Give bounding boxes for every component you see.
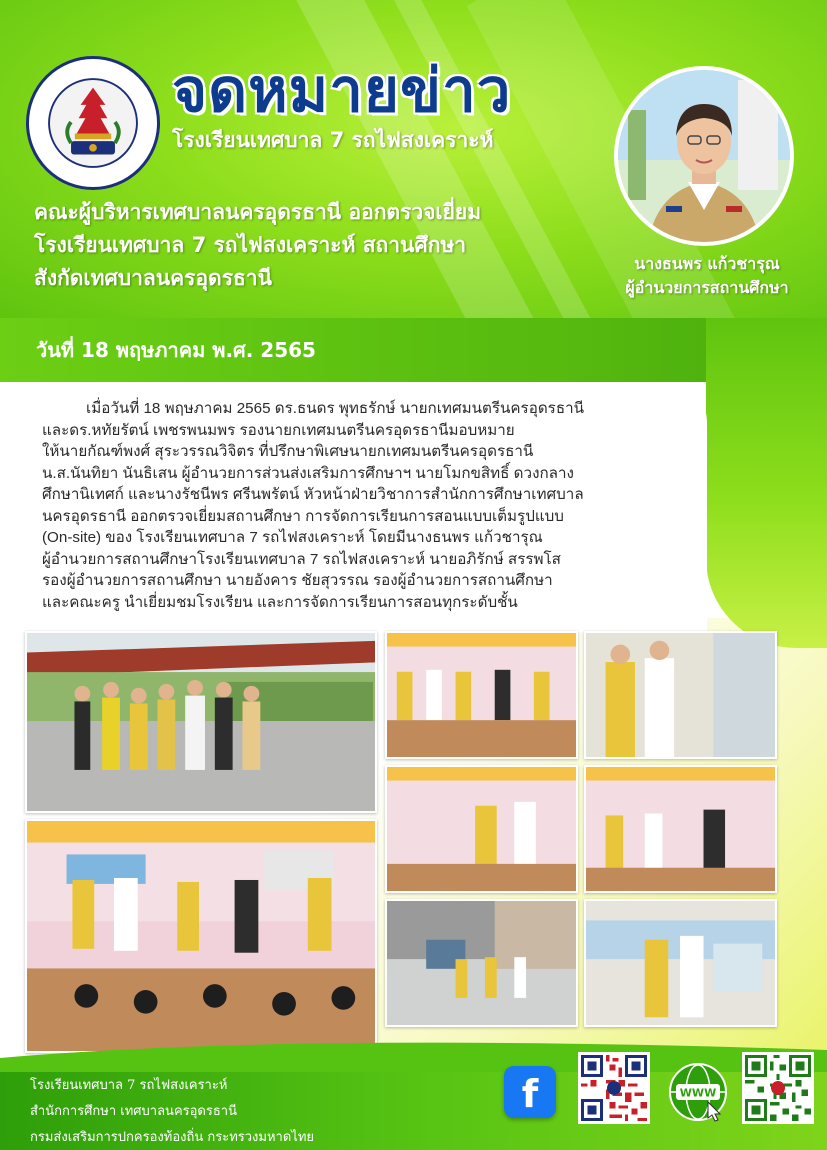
footer-department: กรมส่งเสริมการปกครองท้องถิ่น กระทรวงมหาดไทย	[30, 1130, 315, 1145]
decor-green-panel	[706, 318, 827, 648]
school-name: โรงเรียนเทศบาล 7 รถไฟสงเคราะห์	[172, 128, 494, 152]
headline-line: คณะผู้บริหารเทศบาลนครอุดรธานี ออกตรวจเยี่ยม	[34, 200, 482, 224]
footer-office: สำนักการศึกษา เทศบาลนครอุดรธานี	[30, 1104, 237, 1119]
photo-school-yard	[385, 899, 578, 1027]
headline	[34, 196, 594, 295]
director-name: นางธนพร แก้วชารุณ	[634, 254, 780, 273]
www-label: WWW	[679, 1086, 717, 1100]
qr-code-icon[interactable]	[578, 1052, 650, 1124]
news-body	[42, 398, 694, 613]
photo-group-outdoor	[25, 631, 377, 813]
www-globe-icon[interactable]	[668, 1062, 728, 1122]
body-line: รองผู้อำนวยการสถานศึกษา นายอังคาร ชัยสุวรรณ รองผู้อำนวยการสถานศึกษา	[42, 572, 553, 589]
school-emblem-icon	[26, 56, 160, 190]
body-line: และดร.หทัยรัตน์ เพชรพนมพร รองนายกเทศมนตรีนครอุดรธานีมอบหมาย	[42, 421, 515, 439]
photo-classroom-4	[584, 899, 777, 1027]
news-date: วันที่ 18 พฤษภาคม พ.ศ. 2565	[36, 338, 316, 362]
photo-classroom-visit	[25, 819, 377, 1053]
body-line: ให้นายกัณฑ์พงศ์ สุระวรรณวิจิตร ที่ปรึกษาพิเศษนายกเทศมนตรีนครอุดรธานี	[42, 443, 534, 460]
headline-line: โรงเรียนเทศบาล 7 รถไฟสงเคราะห์ สถานศึกษา	[34, 233, 467, 257]
body-line: และคณะครู นำเยี่ยมชมโรงเรียน และการจัดการเรียนการสอนทุกระดับชั้น	[42, 593, 518, 611]
body-line: น.ส.นันทิยา นันธิเสน ผู้อำนวยการส่วนส่งเสริมการศึกษาฯ นายโมกขสิทธิ์ ดวงกลาง	[42, 464, 574, 482]
body-line: นครอุดรธานี ออกตรวจเยี่ยมสถานศึกษา การจัดการเรียนการสอนแบบเต็มรูปแบบ	[42, 507, 564, 525]
director-role: ผู้อำนวยการสถานศึกษา	[625, 278, 789, 297]
body-line: ศึกษานิเทศก์ และนางรัชนีพร ศรีนพรัตน์ หัวหน้าฝ่ายวิชาการสำนักการศึกษาเทศบาล	[42, 486, 584, 503]
director-portrait	[614, 66, 794, 246]
photo-corridor-meeting	[584, 631, 777, 759]
qr-code-icon[interactable]	[742, 1052, 814, 1124]
body-line: ผู้อำนวยการสถานศึกษาโรงเรียนเทศบาล 7 รถไฟสงเคราะห์ นายอภิรักษ์ สรรพโส	[42, 550, 561, 568]
footer-school: โรงเรียนเทศบาล 7 รถไฟสงเคราะห์	[30, 1078, 228, 1093]
headline-line: สังกัดเทศบาลนครอุดรธานี	[34, 266, 272, 290]
photo-classroom-1	[385, 631, 578, 759]
photo-classroom-2	[385, 765, 578, 893]
body-line: เมื่อวันที่ 18 พฤษภาคม 2565 ดร.ธนดร พุทธรักษ์ นายกเทศมนตรีนครอุดรธานี	[86, 400, 585, 417]
body-line: (On-site) ของ โรงเรียนเทศบาล 7 รถไฟสงเคราะห์ โดยมีนางธนพร แก้วชารุณ	[42, 529, 543, 546]
facebook-icon[interactable]: f	[504, 1066, 556, 1118]
photo-classroom-3	[584, 765, 777, 893]
newsletter-title: จดหมายข่าว	[172, 56, 512, 126]
